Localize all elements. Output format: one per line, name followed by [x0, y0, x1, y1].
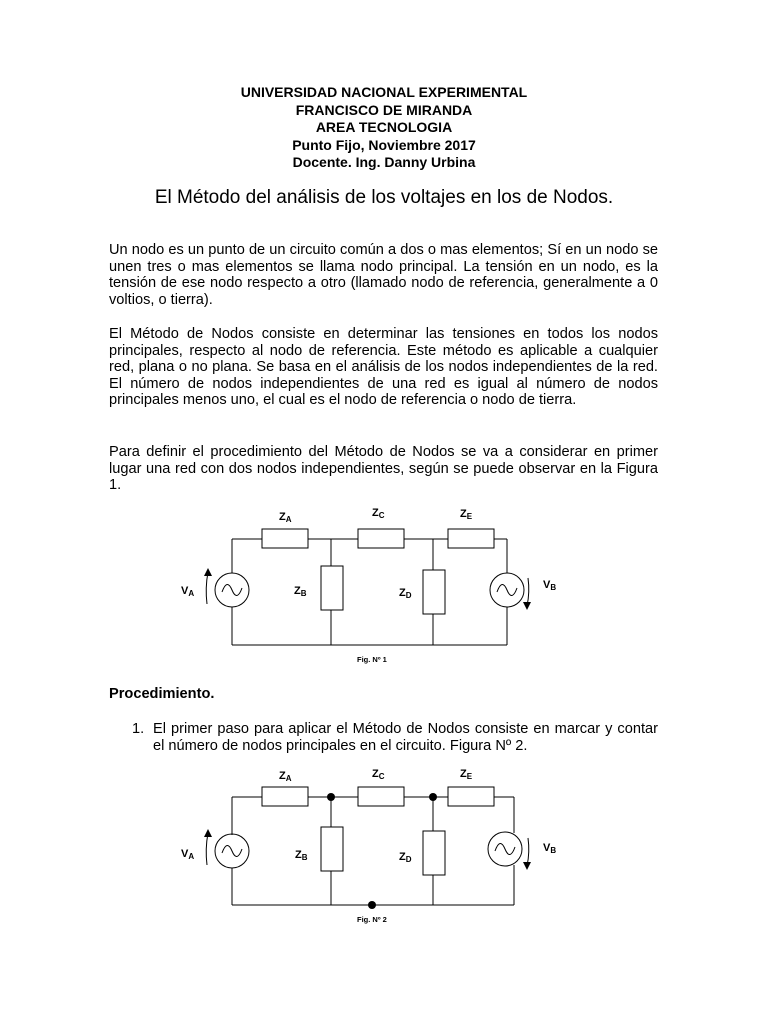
- paragraph-method-description: El Método de Nodos consiste en determinar las tensiones en todos los nodos principales, respecto al nodo de referencia. Este método es aplicable a cualquier red, plana o no plana. Se basa en el análisis de los nodos independientes de la red. El número de nodos independientes de una red es igual al número de nodos principales menos uno, el cual es el nodo de referencia o nodo de tierra.: [109, 326, 658, 409]
- svg-text:VA: VA: [181, 848, 195, 861]
- svg-text:ZB: ZB: [295, 849, 308, 862]
- impedance-ze: [448, 787, 494, 806]
- svg-text:ZC: ZC: [372, 507, 385, 520]
- impedance-ze: [448, 529, 494, 548]
- circuit-figure-2: [0, 762, 768, 937]
- header-area: AREA TECNOLOGIA: [315, 119, 453, 135]
- impedance-zc: [358, 529, 404, 548]
- svg-text:ZE: ZE: [460, 508, 473, 521]
- circuit-figure-1: [0, 500, 768, 675]
- svg-text:ZD: ZD: [399, 851, 412, 864]
- svg-text:ZC: ZC: [372, 768, 385, 781]
- figure-1-caption: Fig. Nº 1: [357, 655, 387, 664]
- impedance-za: [262, 529, 308, 548]
- node-dot-reference: [368, 901, 376, 909]
- step-text: El primer paso para aplicar el Método de Nodos consiste en marcar y contar el número de nodos principales en el circuito. Figura Nº 2.: [153, 721, 658, 754]
- svg-text:VA: VA: [181, 585, 195, 598]
- impedance-zb: [321, 566, 343, 610]
- header-place-date: Punto Fijo, Noviembre 2017: [292, 136, 476, 153]
- header-teacher: Docente. Ing. Danny Urbina: [292, 154, 476, 170]
- step-number: 1.: [132, 721, 145, 737]
- impedance-zd: [423, 831, 445, 875]
- document-title: El Método del análisis de los voltajes en los de Nodos.: [154, 187, 614, 208]
- document-header: [0, 84, 768, 172]
- svg-text:ZA: ZA: [279, 511, 292, 524]
- figure-2-caption: Fig. Nº 2: [357, 915, 387, 924]
- impedance-zc: [358, 787, 404, 806]
- impedance-zd: [423, 570, 445, 614]
- header-university-name: FRANCISCO DE MIRANDA: [295, 101, 473, 118]
- node-dot-1: [327, 793, 335, 801]
- header-university: UNIVERSIDAD NACIONAL EXPERIMENTAL: [240, 84, 528, 100]
- svg-text:VB: VB: [543, 842, 557, 855]
- paragraph-procedure-intro: Para definir el procedimiento del Método de Nodos se va a considerar en primer lugar una red con dos nodos independientes, según se puede observar en la Figura 1.: [109, 444, 658, 494]
- svg-text:ZE: ZE: [460, 768, 473, 781]
- impedance-za: [262, 787, 308, 806]
- node-dot-2: [429, 793, 437, 801]
- impedance-zb: [321, 827, 343, 871]
- section-title-procedure: Procedimiento.: [109, 686, 215, 702]
- svg-text:VB: VB: [543, 579, 557, 592]
- svg-text:ZD: ZD: [399, 587, 412, 600]
- svg-text:ZA: ZA: [279, 770, 292, 783]
- svg-text:ZB: ZB: [294, 585, 307, 598]
- paragraph-node-definition: Un nodo es un punto de un circuito común a dos o mas elementos; Sí en un nodo se unen tres o mas elementos se llama nodo principal. La tensión en un nodo, es la tensión de ese nodo respecto a otro (llamado nodo de referencia, generalmente a 0 voltios, o tierra).: [109, 242, 658, 308]
